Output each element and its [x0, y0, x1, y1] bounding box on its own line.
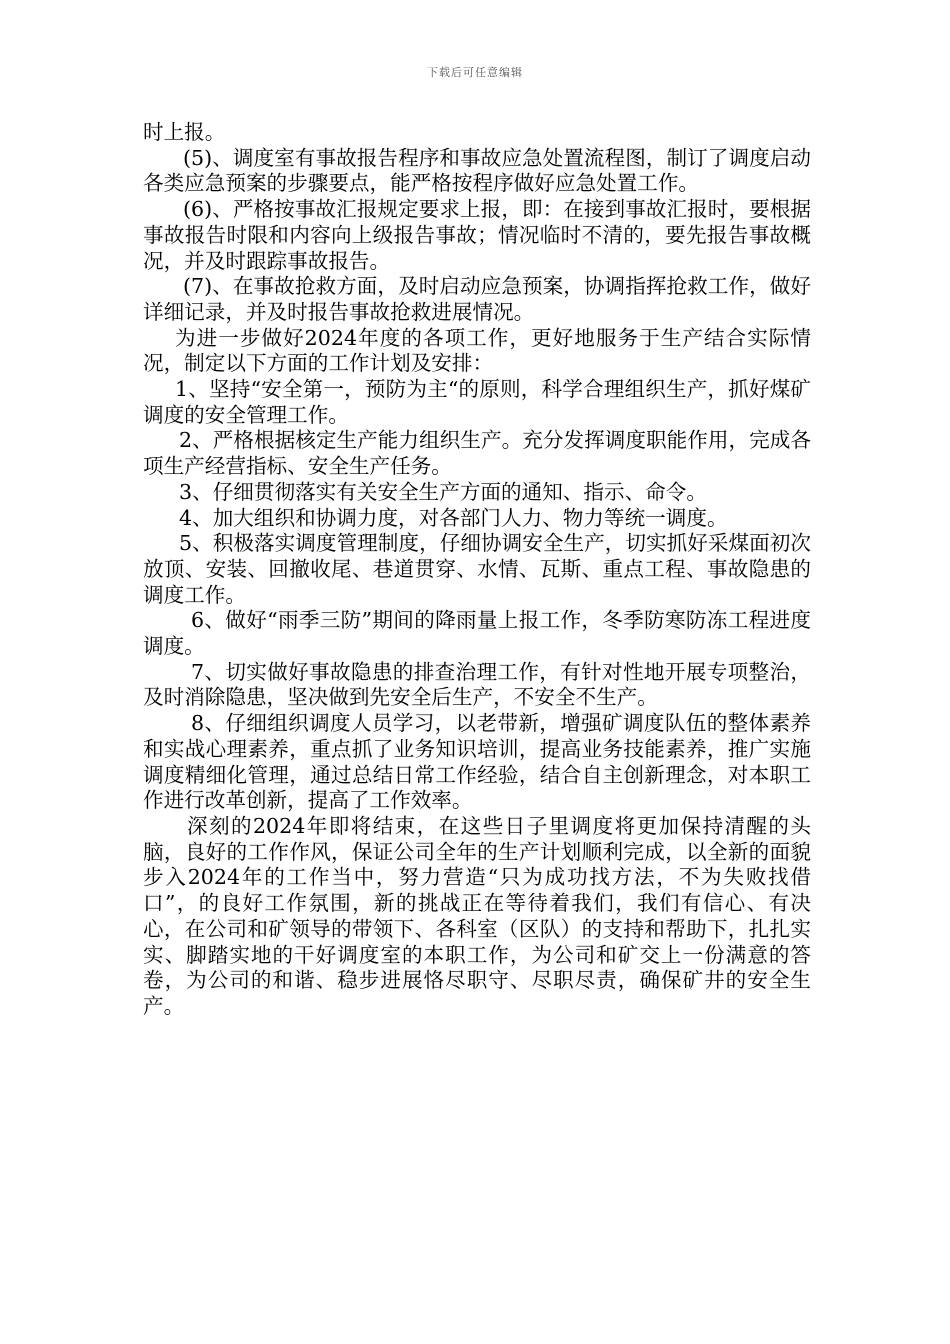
paragraph: 3、仔细贯彻落实有关安全生产方面的通知、指示、命令。	[179, 479, 707, 504]
paragraph: 2、严格根据核定生产能力组织生产。充分发挥调度职能作用，完成各项生产经营指标、安全生产任务。	[143, 428, 811, 479]
paragraph: (7)、在事故抢救方面，及时启动应急预案，协调指挥抢救工作，做好详细记录，并及时报告事故抢救进展情况。	[143, 274, 811, 324]
paragraph: 4、加大组织和协调力度，对各部门人力、物力等统一调度。	[179, 505, 728, 530]
document-body	[143, 120, 811, 1020]
paragraph: 1、坚持“安全第一，预防为主“的原则，科学合理组织生产，抓好煤矿调度的安全管理工作。	[143, 377, 811, 427]
paragraph: 6、做好“雨季三防”期间的降雨量上报工作，冬季防寒防冻工程进度调度。	[143, 608, 811, 659]
paragraph: (5)、调度室有事故报告程序和事故应急处置流程图，制订了调度启动各类应急预案的步骤要点，能严格按程序做好应急处置工作。	[143, 145, 811, 196]
paragraph: 8、仔细组织调度人员学习，以老带新，增强矿调度队伍的整体素养和实战心理素养，重点抓了业务知识培训，提高业务技能素养，推广实施调度精细化管理，通过总结日常工作经验，结合自主创新理念，对本职工作进行改革创新，提高了工作效率。	[143, 711, 811, 813]
paragraph: 5、积极落实调度管理制度，仔细协调安全生产，切实抓好采煤面初次放顶、安装、回撤收尾、巷道贯穿、水情、瓦斯、重点工程、事故隐患的调度工作。	[143, 531, 811, 607]
paragraph: (6)、严格按事故汇报规定要求上报，即：在接到事故汇报时，要根据事故报告时限和内容向上级报告事故；情况临时不清的，要先报告事故概况，并及时跟踪事故报告。	[143, 197, 811, 273]
paragraph: 为进一步做好2024年度的各项工作，更好地服务于生产结合实际情况，制定以下方面的工作计划及安排：	[143, 325, 811, 376]
paragraph: 深刻的2024年即将结束，在这些日子里调度将更加保持清醒的头脑，良好的工作作风，保证公司全年的生产计划顺利完成，以全新的面貌步入2024年的工作当中，努力营造“只为成功找方法，不为失败找借口”，的良好工作氛围，新的挑战正在等待着我们，我们有信心、有决心，在公司和矿领导的带领下、各科室（区队）的支持和帮助下，扎扎实实、脚踏实地的干好调度室的本职工作，为公司和矿交上一份满意的答卷，为公司的和谐、稳步进展恪尽职守、尽职尽责，确保矿井的安全生产。	[143, 813, 811, 1018]
header-note: 下载后可任意编辑	[427, 66, 523, 79]
paragraph: 7、切实做好事故隐患的排查治理工作，有针对性地开展专项整治，及时消除隐患，坚决做到先安全后生产，不安全不生产。	[143, 659, 811, 710]
paragraph: 时上报。	[143, 120, 226, 144]
